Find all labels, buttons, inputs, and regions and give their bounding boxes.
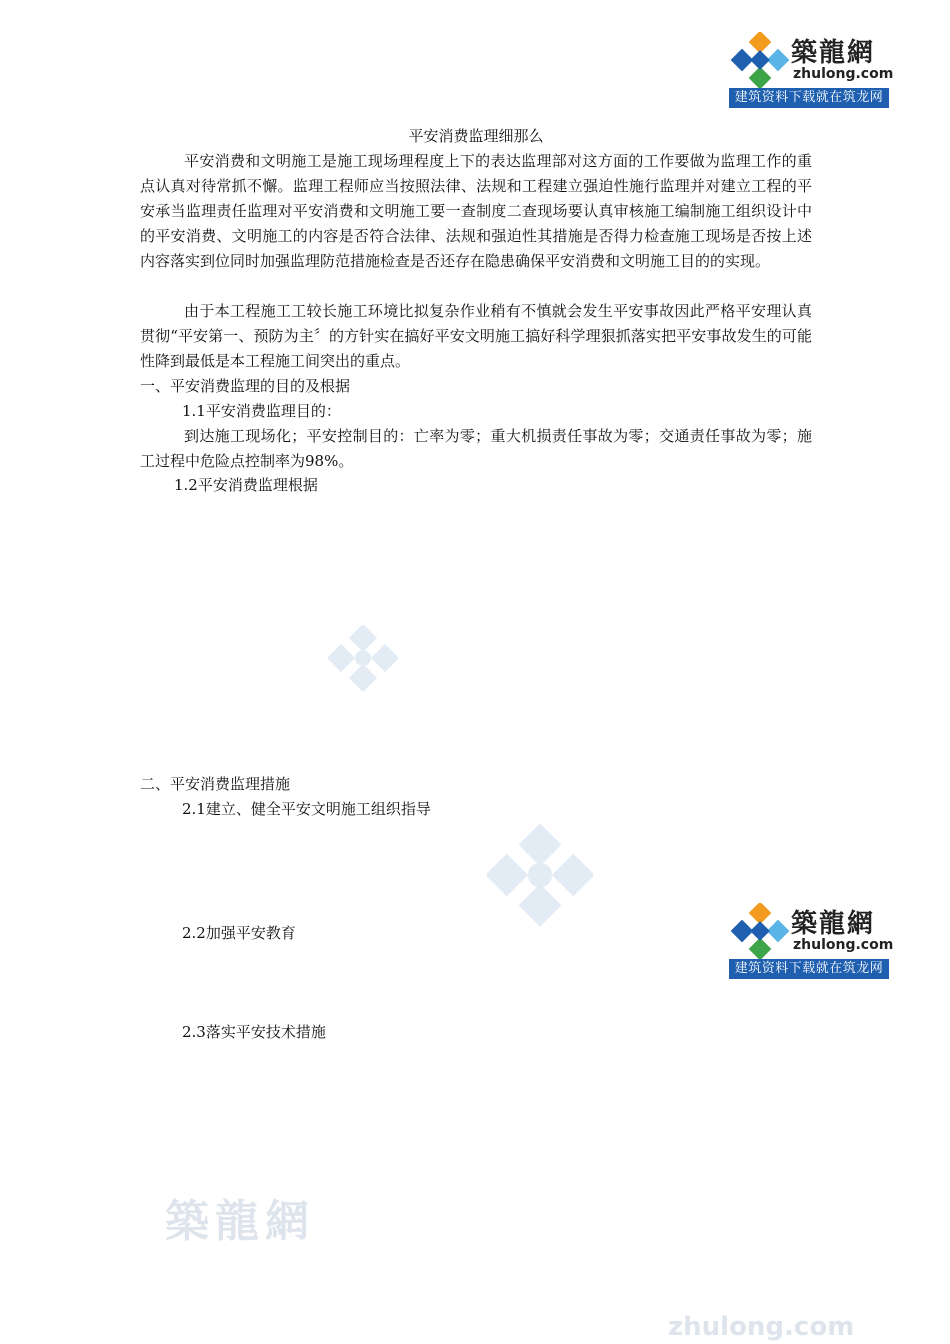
subsection-1-2: 1.2平安消费监理根据	[174, 476, 318, 494]
subsection-2-2: 2.2加强平安教育	[182, 924, 296, 942]
subsection-1-1: 1.1平安消费监理目的：	[182, 402, 341, 420]
logo-slogan: 建筑资料下载就在筑龙网	[729, 88, 889, 108]
watermark-domain: zhulong.com	[668, 1312, 855, 1342]
document-title: 平安消费监理细那么	[408, 127, 544, 145]
zhulong-logo-middle	[729, 901, 894, 979]
logo-domain: zhulong.com	[793, 937, 894, 953]
watermark-name: 築龍網	[165, 1196, 315, 1247]
section-heading-1: 一、平安消费监理的目的及根据	[140, 377, 351, 395]
subsection-2-1: 2.1建立、健全平安文明施工组织指导	[182, 800, 431, 818]
subsection-2-3: 2.3落实平安技术措施	[182, 1023, 326, 1041]
watermark-emblem-1	[328, 625, 398, 691]
paragraph-context: 由于本工程施工工较长施工环境比拟复杂作业稍有不慎就会发生平安事故因此严格平安理认真贯彻“平安第一、预防为主〞的方针实在搞好平安文明施工搞好科学理狠抓落实把平安事故发生的可能性降到最低是本工程施工间突出的重点。	[140, 302, 812, 370]
logo-slogan: 建筑资料下载就在筑龙网	[729, 959, 889, 979]
logo-domain: zhulong.com	[793, 66, 894, 82]
logo-name: 築龍網	[791, 909, 876, 939]
zhulong-logo-icon	[731, 32, 789, 88]
zhulong-logo-icon	[731, 903, 789, 959]
zhulong-logo-top	[729, 30, 894, 108]
watermark-emblem-2	[487, 823, 593, 927]
logo-name: 築龍網	[791, 38, 876, 68]
paragraph-intro: 平安消费和文明施工是施工现场理程度上下的表达监理部对这方面的工作要做为监理工作的重点认真对待常抓不懈。监理工程师应当按照法律、法规和工程建立强迫性施行监理并对建立工程的平安承当监理责任监理对平安消费和文明施工要一查制度二查现场要认真审核施工编制施工组织设计中的平安消费、文明施工的内容是否符合法律、法规和强迫性其措施是否得力检查施工现场是否按上述内容落实到位同时加强监理防范措施检查是否还存在隐患确保平安消费和文明施工目的的实现。	[140, 152, 812, 270]
section-heading-2: 二、平安消费监理措施	[140, 775, 291, 793]
subsection-1-1-body: 到达施工现场化；平安控制目的：亡率为零；重大机损责任事故为零；交通责任事故为零；施工过程中危险点控制率为98%。	[140, 427, 812, 470]
